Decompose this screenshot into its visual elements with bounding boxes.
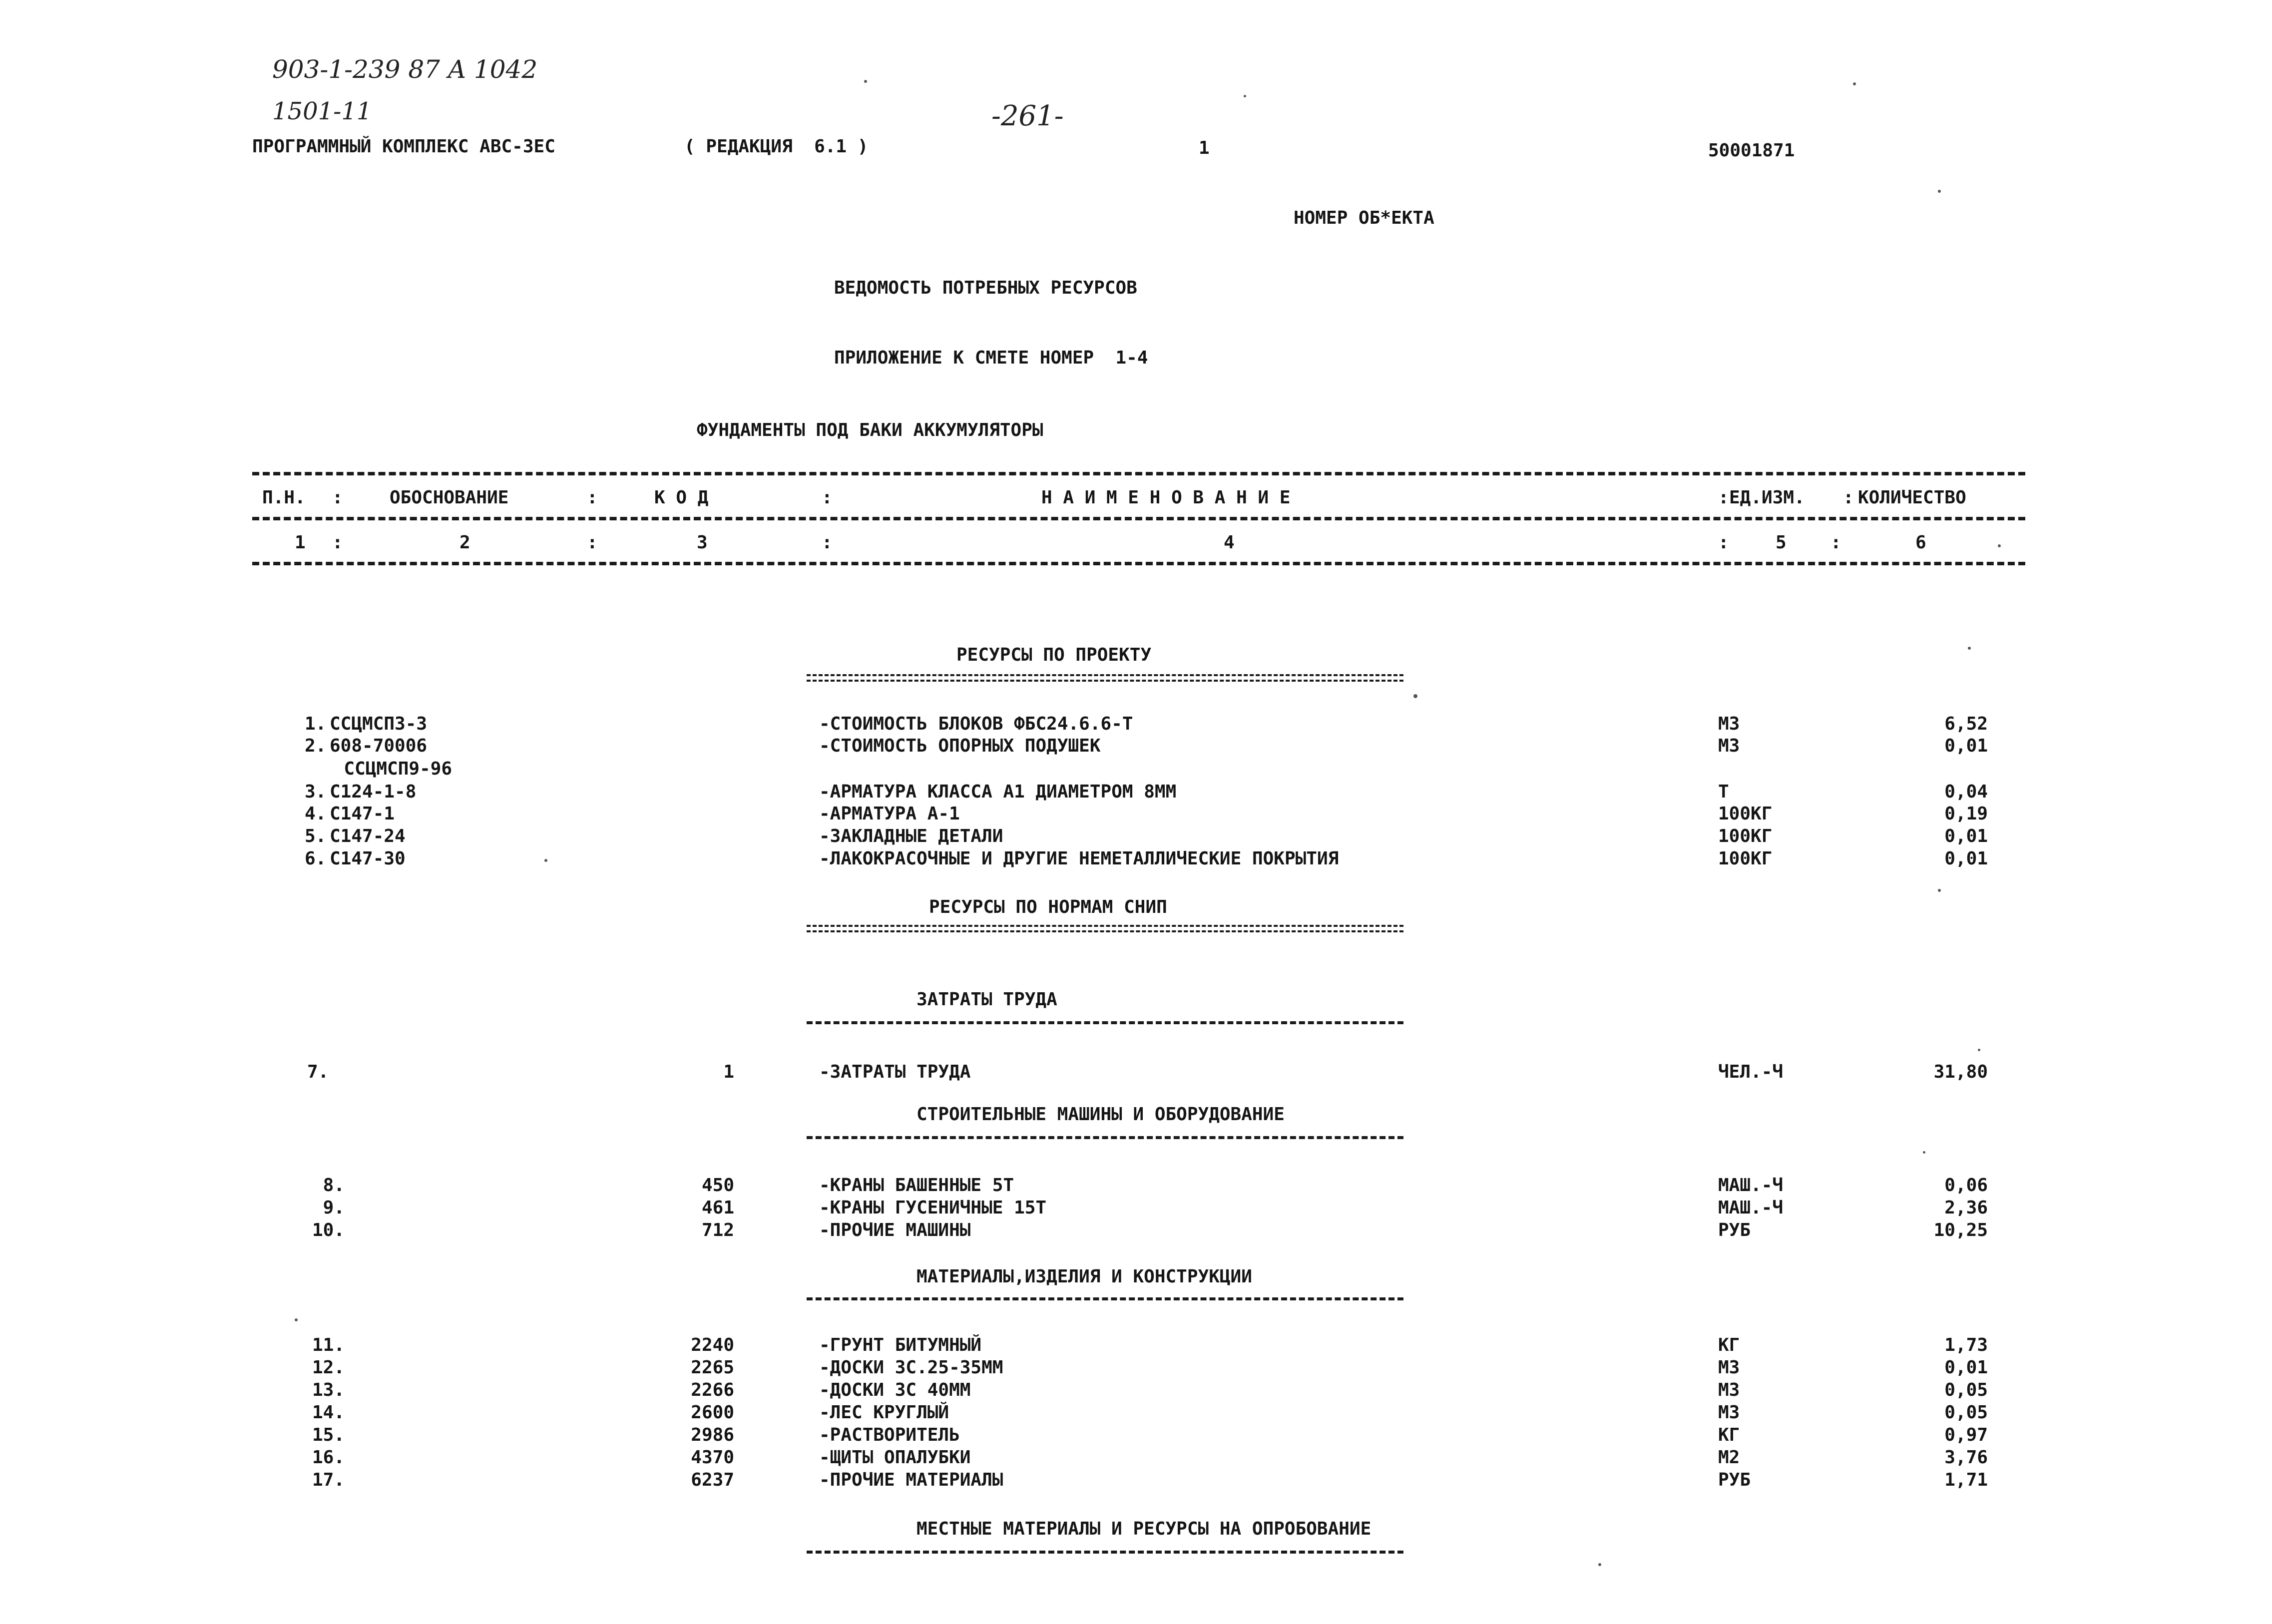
row-osn: 608-70006: [330, 736, 428, 756]
header-rule-middle: [252, 517, 2025, 520]
row-kod: 450: [701, 1175, 734, 1196]
sheet-number: 1: [1199, 138, 1210, 158]
scan-speck: [1938, 190, 1941, 193]
handwritten-note-top: 903-1-239 87 A 1042: [272, 55, 538, 84]
row-name: -ДОСКИ 3С.25-35ММ: [819, 1357, 1003, 1378]
row-osn: С124-1-8: [330, 782, 417, 802]
section-rule: [807, 674, 1403, 676]
scan-speck: [864, 80, 867, 83]
row-kod: 4370: [691, 1447, 734, 1468]
row-qty: 10,25: [1933, 1220, 1988, 1240]
col-sep: :: [1830, 532, 1841, 553]
row-number: 4.: [305, 804, 327, 824]
header-rule-bottom: [252, 562, 2025, 565]
section-title: МЕСТНЫЕ МАТЕРИАЛЫ И РЕСУРСЫ НА ОПРОБОВАНИЕ: [916, 1519, 1371, 1539]
statement-title: ВЕДОМОСТЬ ПОТРЕБНЫХ РЕСУРСОВ: [834, 278, 1137, 298]
row-qty: 0,97: [1944, 1425, 1988, 1445]
row-qty: 0,01: [1944, 826, 1988, 846]
scan-speck: [1923, 1151, 1925, 1154]
col-header-unit: ЕД.ИЗМ.: [1729, 487, 1805, 508]
col-sep: :: [822, 532, 833, 553]
row-name: -ЛЕС КРУГЛЫЙ: [819, 1402, 949, 1423]
row-name: -ЩИТЫ ОПАЛУБКИ: [819, 1447, 971, 1468]
row-qty: 0,05: [1944, 1380, 1988, 1400]
col-header-name: Н А И М Е Н О В А Н И Е: [1041, 487, 1291, 508]
row-name: -РАСТВОРИТЕЛЬ: [819, 1425, 960, 1445]
row-name: -КРАНЫ БАШЕННЫЕ 5Т: [819, 1175, 1014, 1196]
col-number-2: 2: [459, 532, 470, 553]
row-name: -ЗАТРАТЫ ТРУДА: [819, 1062, 971, 1082]
row-unit: 100КГ: [1718, 804, 1773, 824]
row-unit: 100КГ: [1718, 848, 1773, 869]
row-osn-continuation: ССЦМСП9-96: [322, 759, 453, 779]
row-unit: М3: [1718, 1402, 1740, 1423]
row-number: 13.: [312, 1380, 345, 1400]
scan-speck: [1998, 544, 2001, 547]
row-number: 17.: [312, 1470, 345, 1490]
section-rule: [807, 1136, 1403, 1139]
col-header-pn: П.Н.: [262, 487, 306, 508]
row-name: -АРМАТУРА А-1: [819, 804, 960, 824]
row-unit: МАШ.-Ч: [1718, 1175, 1784, 1196]
col-sep: :: [1843, 487, 1854, 508]
row-name: -СТОИМОСТЬ ОПОРНЫХ ПОДУШЕК: [819, 736, 1101, 756]
row-unit: РУБ: [1718, 1220, 1751, 1240]
section-title: ЗАТРАТЫ ТРУДА: [916, 989, 1057, 1010]
row-kod: 1: [723, 1062, 734, 1082]
appendix-title: ПРИЛОЖЕНИЕ К СМЕТЕ НОМЕР 1-4: [834, 348, 1148, 368]
col-sep: :: [1718, 487, 1729, 508]
section-title: СТРОИТЕЛЬНЫЕ МАШИНЫ И ОБОРУДОВАНИЕ: [916, 1104, 1285, 1125]
section-title: РЕСУРСЫ ПО ПРОЕКТУ: [956, 645, 1152, 665]
row-name: -ПРОЧИЕ МАТЕРИАЛЫ: [819, 1470, 1003, 1490]
row-osn: С147-24: [330, 826, 406, 846]
handwritten-note-second: 1501-11: [272, 97, 372, 125]
object-number-title: НОМЕР ОБ*ЕКТА: [1294, 208, 1434, 228]
row-osn: С147-1: [330, 804, 395, 824]
col-number-6: 6: [1915, 532, 1926, 553]
scan-speck: [1413, 694, 1417, 698]
row-unit: 100КГ: [1718, 826, 1773, 846]
row-number: 12.: [312, 1357, 345, 1378]
section-rule: [807, 1021, 1403, 1024]
scan-speck: [1853, 82, 1856, 85]
row-kod: 2265: [691, 1357, 734, 1378]
subject-title: ФУНДАМЕНТЫ ПОД БАКИ АККУМУЛЯТОРЫ: [697, 420, 1043, 440]
row-number: 3.: [305, 782, 327, 802]
row-number: 2.: [305, 736, 327, 756]
row-unit: КГ: [1718, 1425, 1740, 1445]
row-qty: 3,76: [1944, 1447, 1988, 1468]
row-name: -ДОСКИ 3С 40ММ: [819, 1380, 971, 1400]
row-qty: 2,36: [1944, 1198, 1988, 1218]
col-number-4: 4: [1224, 532, 1235, 553]
row-unit: М3: [1718, 736, 1740, 756]
scan-speck: [1978, 1049, 1980, 1051]
row-kod: 712: [701, 1220, 734, 1240]
section-rule: [807, 1551, 1403, 1554]
page-number: -261-: [991, 100, 1064, 132]
col-number-5: 5: [1776, 532, 1787, 553]
row-number: 10.: [312, 1220, 345, 1240]
row-qty: 31,80: [1933, 1062, 1988, 1082]
row-number: 6.: [305, 848, 327, 869]
row-name: -ГРУНТ БИТУМНЫЙ: [819, 1335, 982, 1355]
row-qty: 1,71: [1944, 1470, 1988, 1490]
row-number: 8.: [323, 1175, 345, 1196]
row-kod: 2600: [691, 1402, 734, 1423]
row-qty: 6,52: [1944, 714, 1988, 734]
row-number: 15.: [312, 1425, 345, 1445]
row-number: 1.: [305, 714, 327, 734]
section-rule: [807, 1297, 1403, 1300]
row-name: -АРМАТУРА КЛАССА А1 ДИАМЕТРОМ 8ММ: [819, 782, 1177, 802]
program-name: ПРОГРАММНЫЙ КОМПЛЕКС АВС-3ЕС: [252, 136, 555, 157]
col-header-kod: К О Д: [654, 487, 709, 508]
col-sep: :: [1718, 532, 1729, 553]
row-number: 9.: [323, 1198, 345, 1218]
col-header-qty: КОЛИЧЕСТВО: [1858, 487, 1966, 508]
row-osn: С147-30: [330, 848, 406, 869]
scan-speck: [1598, 1563, 1601, 1566]
row-name: -ПРОЧИЕ МАШИНЫ: [819, 1220, 971, 1240]
section-rule: [807, 925, 1403, 927]
col-sep: :: [332, 532, 343, 553]
col-sep: :: [587, 487, 598, 508]
row-qty: 0,19: [1944, 804, 1988, 824]
section-title: МАТЕРИАЛЫ,ИЗДЕЛИЯ И КОНСТРУКЦИИ: [916, 1266, 1252, 1287]
row-number: 7.: [307, 1062, 329, 1082]
row-unit: М3: [1718, 1380, 1740, 1400]
row-qty: 0,06: [1944, 1175, 1988, 1196]
row-qty: 0,04: [1944, 782, 1988, 802]
row-unit: РУБ: [1718, 1470, 1751, 1490]
document-code: 50001871: [1708, 140, 1795, 161]
scan-speck: [1244, 95, 1246, 97]
row-osn: ССЦМСП3-3: [330, 714, 428, 734]
row-unit: М3: [1718, 1357, 1740, 1378]
row-number: 11.: [312, 1335, 345, 1355]
row-number: 14.: [312, 1402, 345, 1423]
row-number: 5.: [305, 826, 327, 846]
col-header-osn: ОБОСНОВАНИЕ: [390, 487, 509, 508]
col-number-3: 3: [697, 532, 708, 553]
row-kod: 6237: [691, 1470, 734, 1490]
scan-speck: [1968, 647, 1971, 650]
row-kod: 2986: [691, 1425, 734, 1445]
header-rule-top: [252, 472, 2025, 475]
scan-speck: [544, 859, 547, 862]
row-unit: КГ: [1718, 1335, 1740, 1355]
col-sep: :: [587, 532, 598, 553]
col-sep: :: [332, 487, 343, 508]
row-unit: М3: [1718, 714, 1740, 734]
row-unit: М2: [1718, 1447, 1740, 1468]
row-name: -ЛАКОКРАСОЧНЫЕ И ДРУГИЕ НЕМЕТАЛЛИЧЕСКИЕ ПОКРЫТИЯ: [819, 848, 1339, 869]
row-qty: 0,01: [1944, 1357, 1988, 1378]
row-kod: 461: [701, 1198, 734, 1218]
scan-speck: [295, 1318, 298, 1321]
row-qty: 0,01: [1944, 848, 1988, 869]
section-title: РЕСУРСЫ ПО НОРМАМ СНИП: [929, 897, 1167, 917]
row-unit: Т: [1718, 782, 1729, 802]
row-kod: 2266: [691, 1380, 734, 1400]
scan-speck: [1938, 889, 1941, 892]
col-sep: :: [822, 487, 833, 508]
edition-label: ( РЕДАКЦИЯ 6.1 ): [684, 136, 869, 157]
row-qty: 0,01: [1944, 736, 1988, 756]
row-name: -ЗАКЛАДНЫЕ ДЕТАЛИ: [819, 826, 1003, 846]
row-name: -СТОИМОСТЬ БЛОКОВ ФБС24.6.6-Т: [819, 714, 1133, 734]
row-unit: МАШ.-Ч: [1718, 1198, 1784, 1218]
row-qty: 1,73: [1944, 1335, 1988, 1355]
row-number: 16.: [312, 1447, 345, 1468]
col-number-1: 1: [295, 532, 306, 553]
row-unit: ЧЕЛ.-Ч: [1718, 1062, 1784, 1082]
row-kod: 2240: [691, 1335, 734, 1355]
row-name: -КРАНЫ ГУСЕНИЧНЫЕ 15Т: [819, 1198, 1047, 1218]
row-qty: 0,05: [1944, 1402, 1988, 1423]
